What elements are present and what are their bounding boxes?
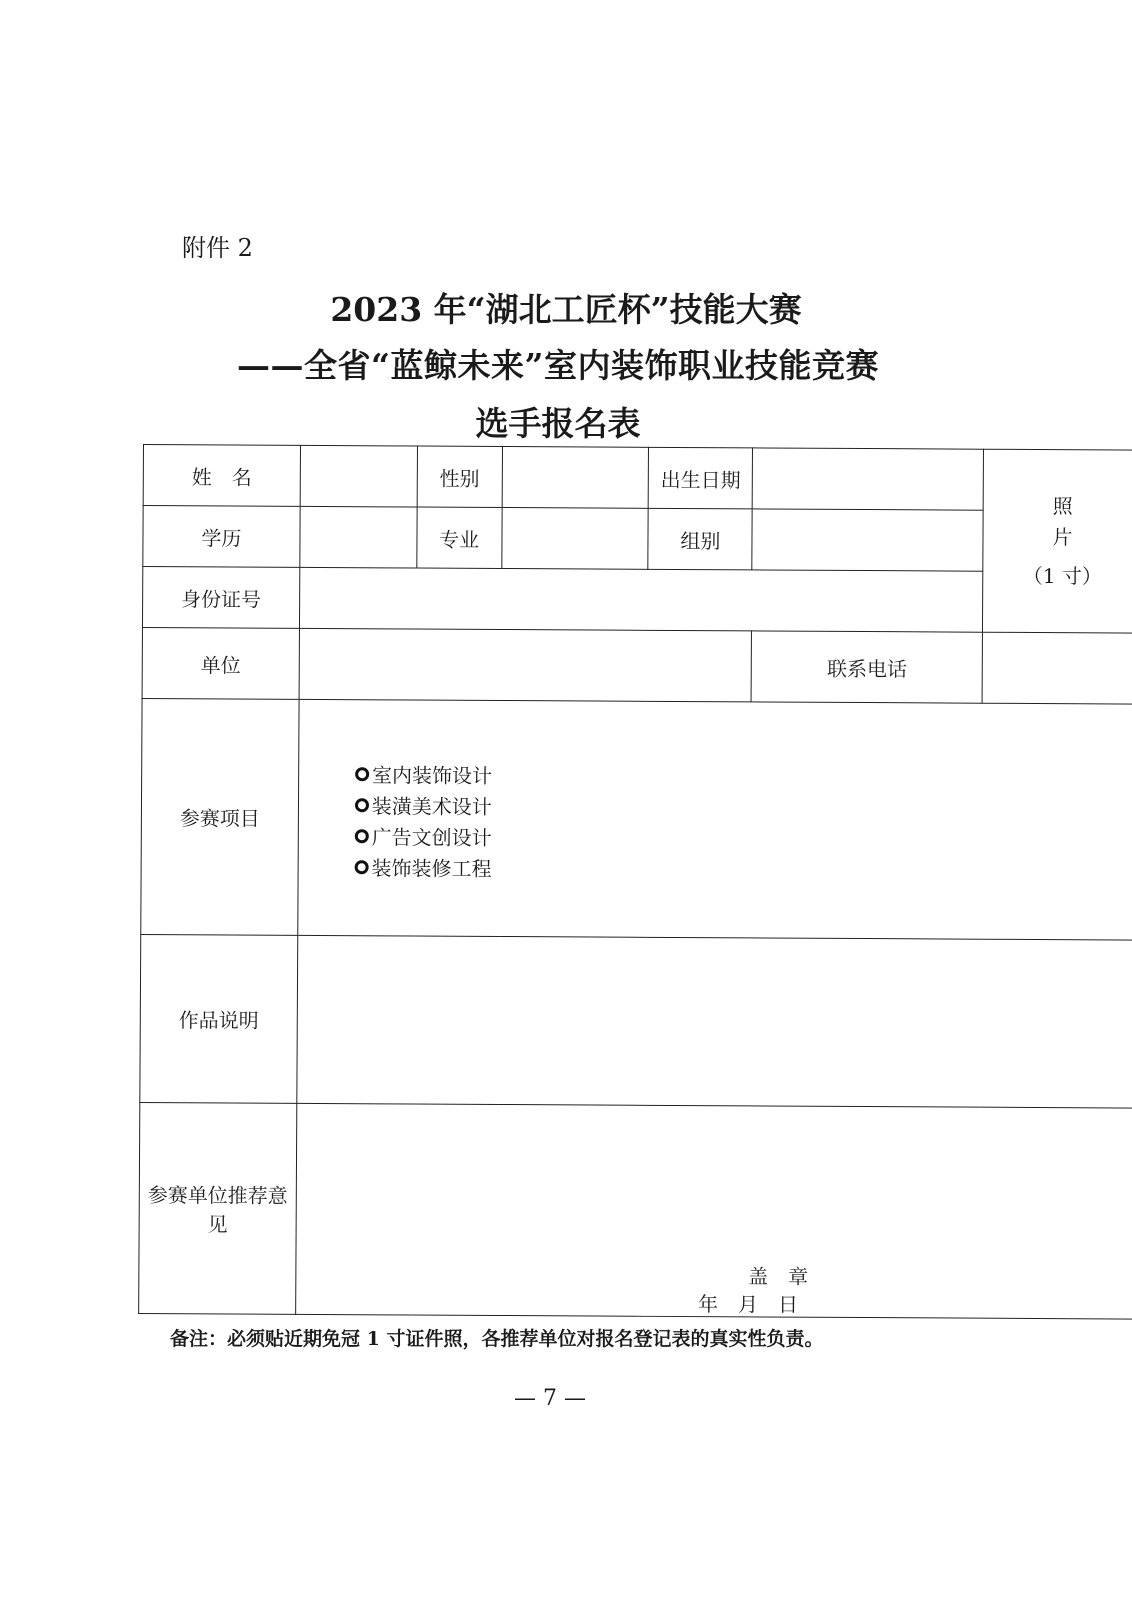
photo-label-2: 片 — [1052, 524, 1073, 549]
unit-label: 单位 — [142, 627, 299, 699]
work-description-field[interactable] — [297, 935, 1132, 1108]
project-option-label: 装饰装修工程 — [371, 856, 492, 881]
project-option-label: 广告文创设计 — [371, 825, 492, 850]
major-field[interactable] — [501, 508, 648, 570]
project-option-3[interactable] — [355, 820, 1132, 855]
birthdate-label: 出生日期 — [649, 447, 753, 509]
education-field[interactable] — [300, 506, 417, 568]
footnote: 备注：必须贴近期免冠 1 寸证件照，各推荐单位对报名登记表的真实性负责。 — [170, 1328, 824, 1350]
education-label: 学历 — [143, 506, 300, 568]
group-label: 组别 — [648, 508, 752, 570]
recommendation-field[interactable] — [296, 1103, 1132, 1319]
recommendation-label: 参赛单位推荐意见 — [139, 1102, 297, 1314]
registration-form-table — [138, 444, 1132, 1320]
id-number-field[interactable] — [299, 567, 983, 632]
project-option-1[interactable] — [355, 758, 1132, 793]
title-line-2: ——全省“蓝鲸未来”室内装饰职业技能竞赛 — [237, 346, 879, 385]
page-number: — 7 — — [514, 1386, 586, 1411]
project-option-4[interactable] — [354, 851, 1132, 886]
radio-bullet-icon — [355, 829, 369, 843]
name-label: 姓 名 — [143, 445, 300, 507]
gender-label: 性别 — [417, 446, 502, 507]
title-line-1: 2023 年“湖北工匠杯”技能大赛 — [330, 290, 802, 329]
name-field[interactable] — [300, 445, 417, 507]
project-option-label: 室内装饰设计 — [371, 763, 493, 788]
gender-field[interactable] — [502, 447, 649, 509]
radio-bullet-icon — [355, 798, 369, 812]
seal-label: 盖 章 — [748, 1264, 809, 1289]
project-label: 参赛项目 — [141, 698, 299, 935]
work-description-label: 作品说明 — [140, 934, 298, 1103]
phone-field[interactable] — [982, 632, 1132, 704]
photo-label-1: 照 — [1052, 493, 1073, 518]
phone-label: 联系电话 — [751, 631, 982, 703]
group-field[interactable] — [752, 509, 983, 571]
title-line-3: 选手报名表 — [475, 404, 641, 443]
unit-field[interactable] — [299, 628, 752, 702]
photo-size-label: （1 寸） — [1022, 563, 1102, 588]
project-option-2[interactable] — [355, 789, 1132, 824]
project-option-label: 装潢美术设计 — [371, 794, 492, 819]
project-options — [298, 699, 1132, 940]
attachment-label: 附件 2 — [182, 234, 253, 262]
radio-bullet-icon — [354, 860, 368, 874]
birthdate-field[interactable] — [753, 448, 984, 510]
id-number-label: 身份证号 — [142, 567, 299, 629]
date-label: 年 月 日 — [697, 1292, 799, 1317]
radio-bullet-icon — [355, 767, 369, 781]
major-label: 专业 — [417, 507, 502, 568]
photo-box[interactable] — [983, 449, 1132, 633]
